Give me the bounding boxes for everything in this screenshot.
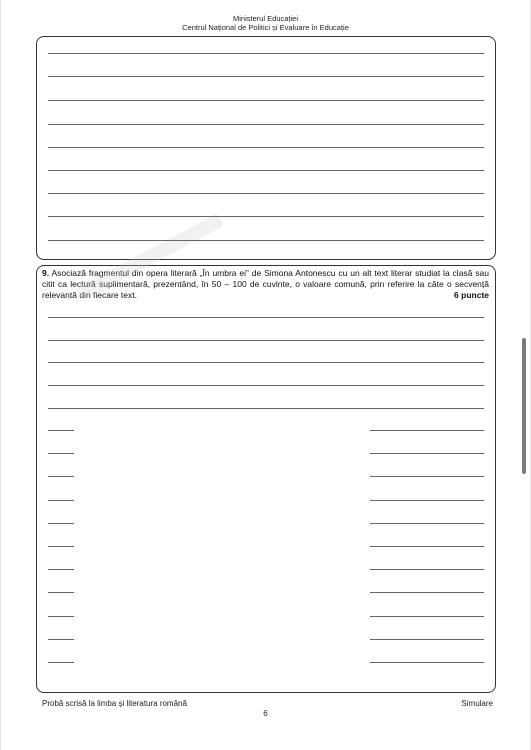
writing-line [370,639,484,640]
writing-line [48,616,74,617]
writing-line [48,639,74,640]
footer-exam-title: Probă scrisă la limba și literatura română [42,699,187,708]
writing-line [370,500,484,501]
writing-line [48,523,74,524]
document-header [0,14,531,32]
page-number: 6 [263,709,268,718]
question-points: 6 puncte [454,290,489,300]
writing-line [48,408,484,409]
writing-line [48,592,74,593]
writing-line [370,662,484,663]
writing-line [48,100,484,101]
answer-box-previous [36,36,496,260]
writing-line [370,592,484,593]
writing-line [48,216,484,217]
writing-line [48,385,484,386]
writing-line [48,500,74,501]
writing-line [48,170,484,171]
writing-line [370,476,484,477]
writing-line [48,362,484,363]
writing-line [370,616,484,617]
writing-line [48,546,74,547]
writing-line [48,53,484,54]
writing-line [48,317,484,318]
scrollbar-thumb[interactable] [522,338,526,474]
writing-line [48,193,484,194]
writing-line [370,546,484,547]
writing-line [48,147,484,148]
writing-line [48,430,74,431]
writing-line [370,453,484,454]
writing-line [48,662,74,663]
answer-box-question-9 [36,265,496,693]
question-prompt: Asociază fragmentul din opera literară „În umbra ei” de Simona Antonescu cu un alt text literar studiat la clasă sau citit ca lectură suplimentară, prezentând, în 50 – 100 de cuvinte, o valoare comună, prin referire la câte o secvență relevantă din fiecare text. [42,268,489,300]
center-name: Centrul Național de Politici și Evaluare în Educație [182,23,349,32]
writing-line [48,569,74,570]
ministry-name: Ministerul Educației [232,14,299,23]
writing-line [370,569,484,570]
writing-line [48,76,484,77]
writing-line [48,340,484,341]
writing-line [48,240,484,241]
writing-line [48,453,74,454]
writing-line [48,124,484,125]
footer-exam-type: Simulare [461,699,493,708]
writing-line [370,430,484,431]
writing-line [370,523,484,524]
writing-line [48,476,74,477]
question-number: 9. [42,268,50,278]
